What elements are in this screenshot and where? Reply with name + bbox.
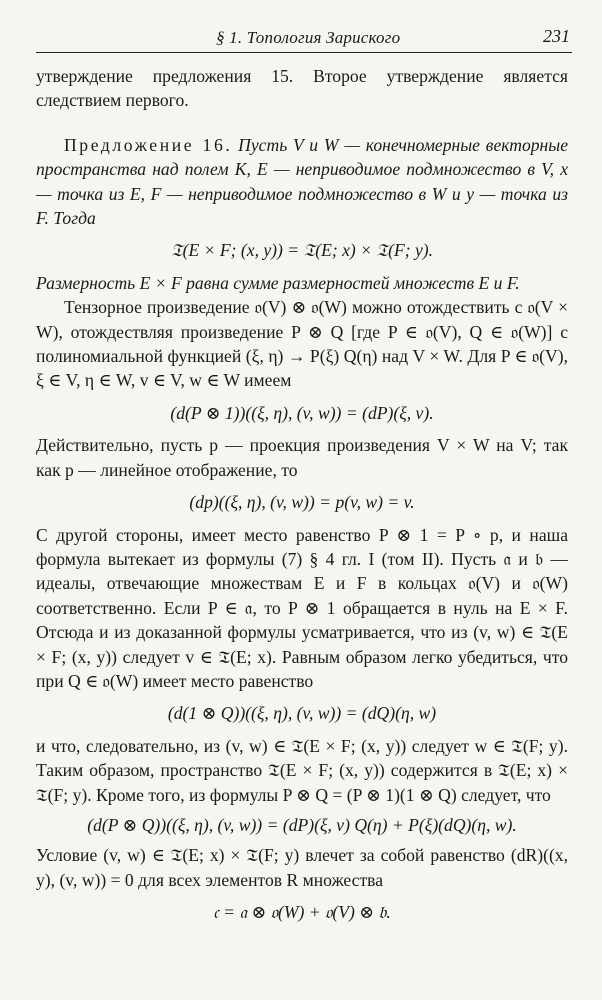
paragraph-6: и что, следовательно, из (v, w) ∈ 𝔗(E × F; (x, y)) следует w ∈ 𝔗(F; y). Таким образом, пространство 𝔗(E × F; (x, y)) содержится в 𝔗(E; x) × 𝔗(F; y). Кроме того, из формулы P ⊗ Q = (P ⊗ 1)(1 ⊗ Q) следует, что bbox=[36, 735, 568, 805]
formula-1: 𝔗(E × F; (x, y)) = 𝔗(E; x) × 𝔗(F; y). bbox=[170, 240, 434, 261]
paragraph-5: С другой стороны, имеет место равенство P ⊗ 1 = P ∘ p, и наша формула вытекает из формулы (7) § 4 гл. I (том II). Пусть 𝔞 и 𝔟 — идеалы, отвечающие множествам E и F в кольцах 𝔬(V) и 𝔬(W) соответственно. Если P ∈ 𝔞, то P ⊗ 1 обращается в нуль на E × F. Отсюда и из доказанной формулы усматривается, что из (v, w) ∈ 𝔗(E × F; (x, y)) следует v ∈ 𝔗(E; x). Равным образом легко убедиться, что при Q ∈ 𝔬(W) имеет место равенство bbox=[36, 524, 568, 691]
page-number: 231 bbox=[543, 26, 570, 46]
formula-2: (d(P ⊗ 1))((ξ, η), (v, w)) = (dP)(ξ, v). bbox=[170, 402, 434, 423]
paragraph-1: утверждение предложения 15. Второе утверждение является следствием первого. bbox=[36, 66, 568, 111]
formula-6: 𝔠 = 𝔞 ⊗ 𝔬(W) + 𝔬(V) ⊗ 𝔟. bbox=[213, 902, 391, 923]
formula-3: (dp)((ξ, η), (v, w)) = p(v, w) = v. bbox=[189, 492, 415, 513]
paragraph-4: Действительно, пусть p — проекция произведения V × W на V; так как p — линейное отображение, то bbox=[36, 435, 568, 480]
paragraph-7: Условие (v, w) ∈ 𝔗(E; x) × 𝔗(F; y) влечет за собой равенство (dR)((x, y), (v, w)) = 0 для всех элементов R множества bbox=[36, 845, 568, 890]
paragraph-2: Размерность E × F равна сумме размерностей множеств E и F. bbox=[36, 272, 520, 293]
proposition-16 bbox=[36, 133, 568, 231]
header-title: § 1. Топология Зариского bbox=[216, 28, 401, 47]
proposition-label: Предложение 16. bbox=[64, 134, 233, 155]
paragraph-3: Тензорное произведение 𝔬(V) ⊗ 𝔬(W) можно отождествить с 𝔬(V × W), отождествляя произведение P ⊗ Q [где P ∈ 𝔬(V), Q ∈ 𝔬(W)] с полиномиальной функцией (ξ, η) → P(ξ) Q(η) над V × W. Для P ∈ 𝔬(V), ξ ∈ V, η ∈ W, v ∈ V, w ∈ W имеем bbox=[36, 297, 568, 391]
formula-5: (d(P ⊗ Q))((ξ, η), (v, w)) = (dP)(ξ, v) Q(η) + P(ξ)(dQ)(η, w). bbox=[87, 814, 517, 835]
proposition-text: Пусть V и W — конечномерные векторные пространства над полем K, E — неприводимое подмножество в V, x — точка из E, F — неприводимое подмножество в W и y — точка из F. Тогда bbox=[36, 134, 568, 229]
formula-4: (d(1 ⊗ Q))((ξ, η), (v, w)) = (dQ)(η, w) bbox=[167, 703, 437, 724]
running-header bbox=[36, 22, 572, 53]
page-body bbox=[36, 64, 568, 933]
